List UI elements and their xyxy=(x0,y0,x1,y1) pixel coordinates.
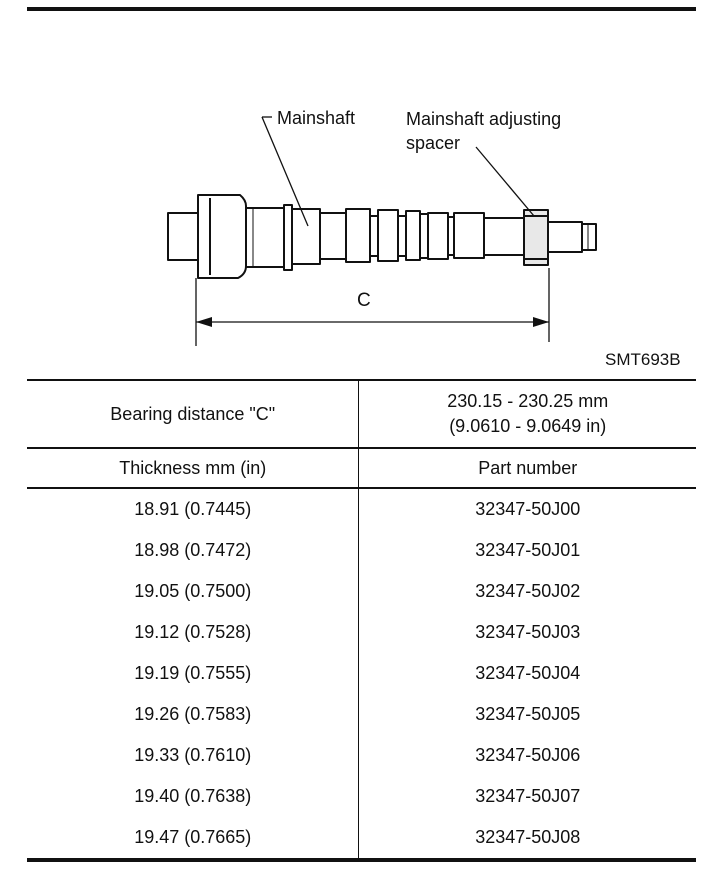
shaft-groove xyxy=(370,216,378,256)
table-row xyxy=(27,488,696,530)
mainshaft-diagram xyxy=(0,0,704,360)
shaft-section xyxy=(292,209,320,264)
shaft-section xyxy=(484,218,524,255)
table-header-row xyxy=(27,448,696,488)
bottom-rule xyxy=(27,858,696,862)
table-row xyxy=(27,612,696,653)
part-number-header: Part number xyxy=(359,448,696,488)
spacer-label-line1: Mainshaft adjusting xyxy=(406,109,562,129)
shaft-tail xyxy=(548,222,582,252)
shaft-section xyxy=(428,213,448,259)
thickness-cell: 19.33 (0.7610) xyxy=(27,735,359,776)
thickness-cell: 18.91 (0.7445) xyxy=(27,488,359,530)
part-number-cell: 32347-50J02 xyxy=(475,581,581,601)
part-number-cell: 32347-50J00 xyxy=(475,499,581,519)
shaft-section xyxy=(320,213,346,259)
table-row xyxy=(27,776,696,817)
spacer-leader xyxy=(476,147,534,216)
figure-code: SMT693B xyxy=(605,350,681,369)
shaft-left-stub xyxy=(168,213,198,260)
thickness-cell: 19.47 (0.7665) xyxy=(27,817,359,858)
part-number-cell: 32347-50J08 xyxy=(475,827,581,847)
shaft-section xyxy=(346,209,370,262)
spacer-label-line2: spacer xyxy=(406,133,461,153)
thickness-cell: 19.12 (0.7528) xyxy=(27,612,359,653)
bearing-distance-value xyxy=(359,380,696,448)
part-number-cell: 32347-50J07 xyxy=(475,786,581,806)
thickness-cell: 19.40 (0.7638) xyxy=(27,776,359,817)
shaft-ring xyxy=(284,205,292,270)
shaft-groove xyxy=(420,214,428,258)
shaft-section xyxy=(454,213,484,258)
part-number-cell: 32347-50J05 xyxy=(475,704,581,724)
bearing-distance-row xyxy=(27,380,696,448)
part-number-cell: 32347-50J04 xyxy=(475,663,581,683)
dimension-arrow-right xyxy=(533,317,549,327)
thickness-header: Thickness mm (in) xyxy=(27,448,359,488)
thickness-cell: 19.19 (0.7555) xyxy=(27,653,359,694)
adjusting-spacer xyxy=(524,210,548,265)
table-row xyxy=(27,530,696,571)
shaft-nut xyxy=(198,195,246,278)
table-row xyxy=(27,735,696,776)
part-number-cell: 32347-50J03 xyxy=(475,622,581,642)
spacer-spec-table xyxy=(27,379,696,858)
dimension-arrow-left xyxy=(196,317,212,327)
table-row xyxy=(27,694,696,735)
bearing-distance-in: (9.0610 - 9.0649 in) xyxy=(449,416,607,436)
part-number-cell: 32347-50J01 xyxy=(475,540,581,560)
part-number-cell: 32347-50J06 xyxy=(475,745,581,765)
shaft-section xyxy=(406,211,420,260)
shaft-groove xyxy=(398,216,406,256)
shaft-tail-tip xyxy=(582,224,596,250)
table-row xyxy=(27,653,696,694)
thickness-cell: 19.26 (0.7583) xyxy=(27,694,359,735)
shaft-section xyxy=(378,210,398,261)
bearing-distance-mm: 230.15 - 230.25 mm xyxy=(447,391,609,411)
dimension-c-label: C xyxy=(357,290,371,311)
table-row xyxy=(27,571,696,612)
shaft-main-body xyxy=(246,208,286,267)
thickness-cell: 19.05 (0.7500) xyxy=(27,571,359,612)
bearing-distance-label: Bearing distance "C" xyxy=(27,380,359,448)
thickness-cell: 18.98 (0.7472) xyxy=(27,530,359,571)
table-row xyxy=(27,817,696,858)
mainshaft-label: Mainshaft xyxy=(277,108,356,128)
